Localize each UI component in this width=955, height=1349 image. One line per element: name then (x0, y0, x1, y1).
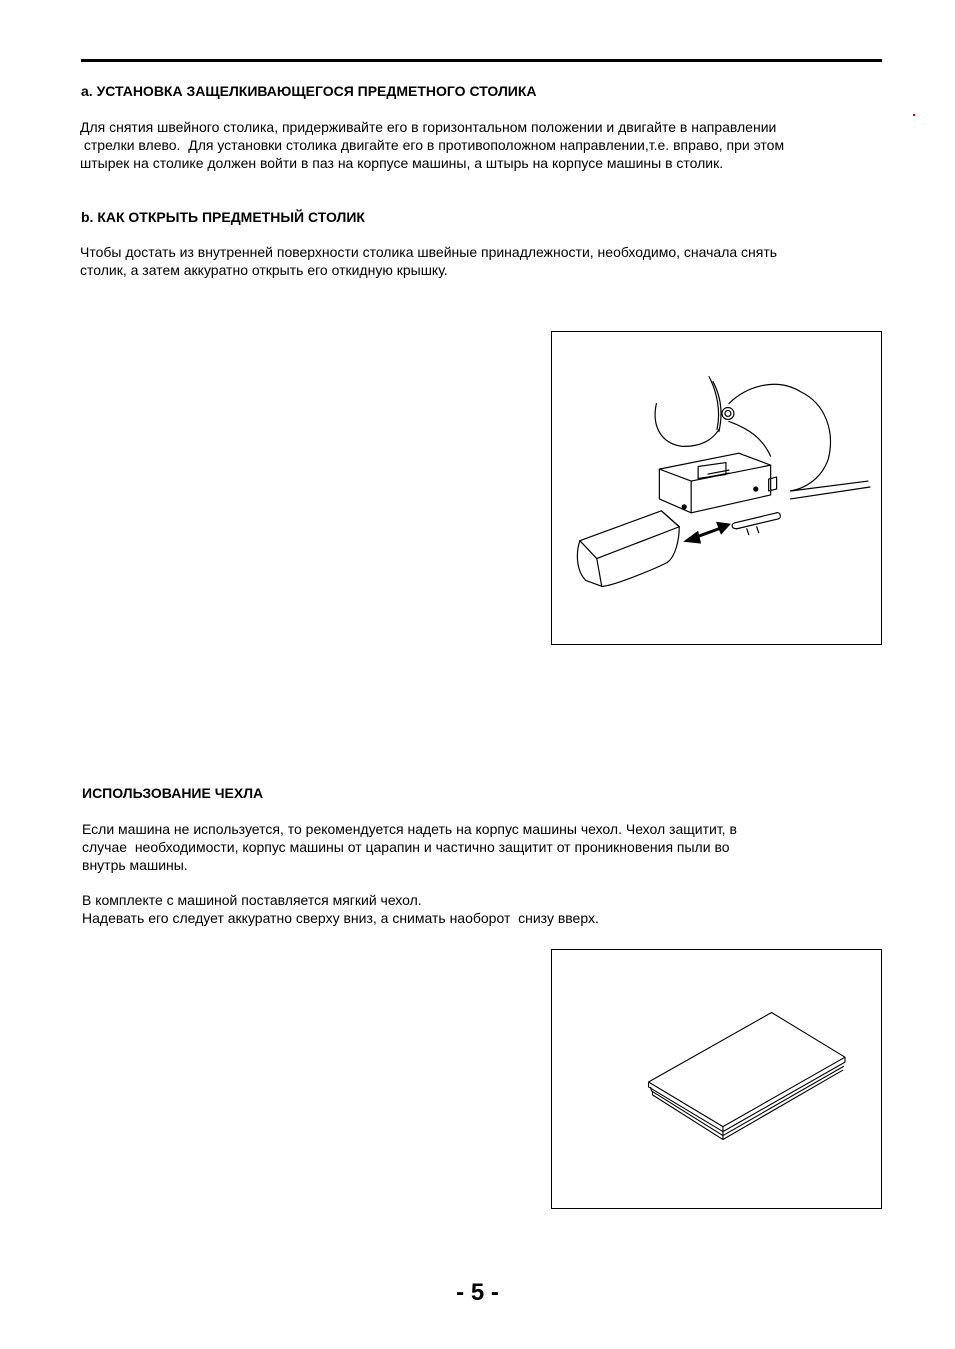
cover-top-face (649, 1013, 845, 1127)
section-a-line-2: стрелки влево. Для установки столика двигайте его в противоположном направлении,т.е. вправо, при этом (80, 137, 785, 153)
cover-line-2: случае необходимости, корпус машины от царапин и частично защитит от проникновения пыли во (82, 839, 730, 855)
cover-line-3: внутрь машины. (82, 857, 188, 873)
section-a-heading: a. УСТАНОВКА ЗАЩЕЛКИВАЮЩЕГОСЯ ПРЕДМЕТНОГО СТОЛИКА (81, 83, 537, 99)
cover-line-4: В комплекте с машиной поставляется мягкий чехол. (82, 892, 422, 908)
cover-text (82, 820, 737, 874)
section-b-heading: b. КАК ОТКРЫТЬ ПРЕДМЕТНЫЙ СТОЛИК (81, 209, 365, 225)
cover-text-2 (82, 891, 599, 927)
cover-heading: ИСПОЛЬЗОВАНИЕ ЧЕХЛА (82, 785, 264, 801)
top-rule (81, 59, 882, 62)
handwheel-outline (655, 404, 719, 447)
section-b-text (80, 243, 777, 279)
section-a-line-3: штырек на столике должен войти в паз на корпусе машины, а штырь на корпусе машины в столик. (80, 155, 724, 171)
cover-line-1: Если машина не используется, то рекомендуется надеть на корпус машины чехол. Чехол защитит, в (82, 821, 737, 837)
extension-table-top (580, 511, 679, 559)
margin-mark (913, 114, 915, 116)
machine-body-outline (729, 384, 831, 491)
section-b-line-2: столик, а затем аккуратно открыть его откидную крышку. (80, 262, 448, 278)
folded-cover-drawing (552, 950, 881, 1208)
extension-table-illustration (551, 331, 882, 645)
free-arm-top (659, 453, 770, 481)
section-a-line-1: Для снятия швейного столика, придерживайте его в горизонтальном положении и двигайте в направлении (80, 119, 777, 135)
double-arrow-icon (683, 522, 731, 544)
soft-cover-illustration (551, 949, 882, 1209)
cover-line-5: Надевать его следует аккуратно сверху вниз, а снимать наоборот снизу вверх. (82, 910, 599, 926)
section-a-text (80, 118, 784, 172)
section-b-line-1: Чтобы достать из внутренней поверхности столика швейные принадлежности, необходимо, сначала снять (80, 244, 778, 260)
sewing-machine-drawing (552, 332, 881, 644)
page-number: - 5 - (456, 1279, 499, 1306)
